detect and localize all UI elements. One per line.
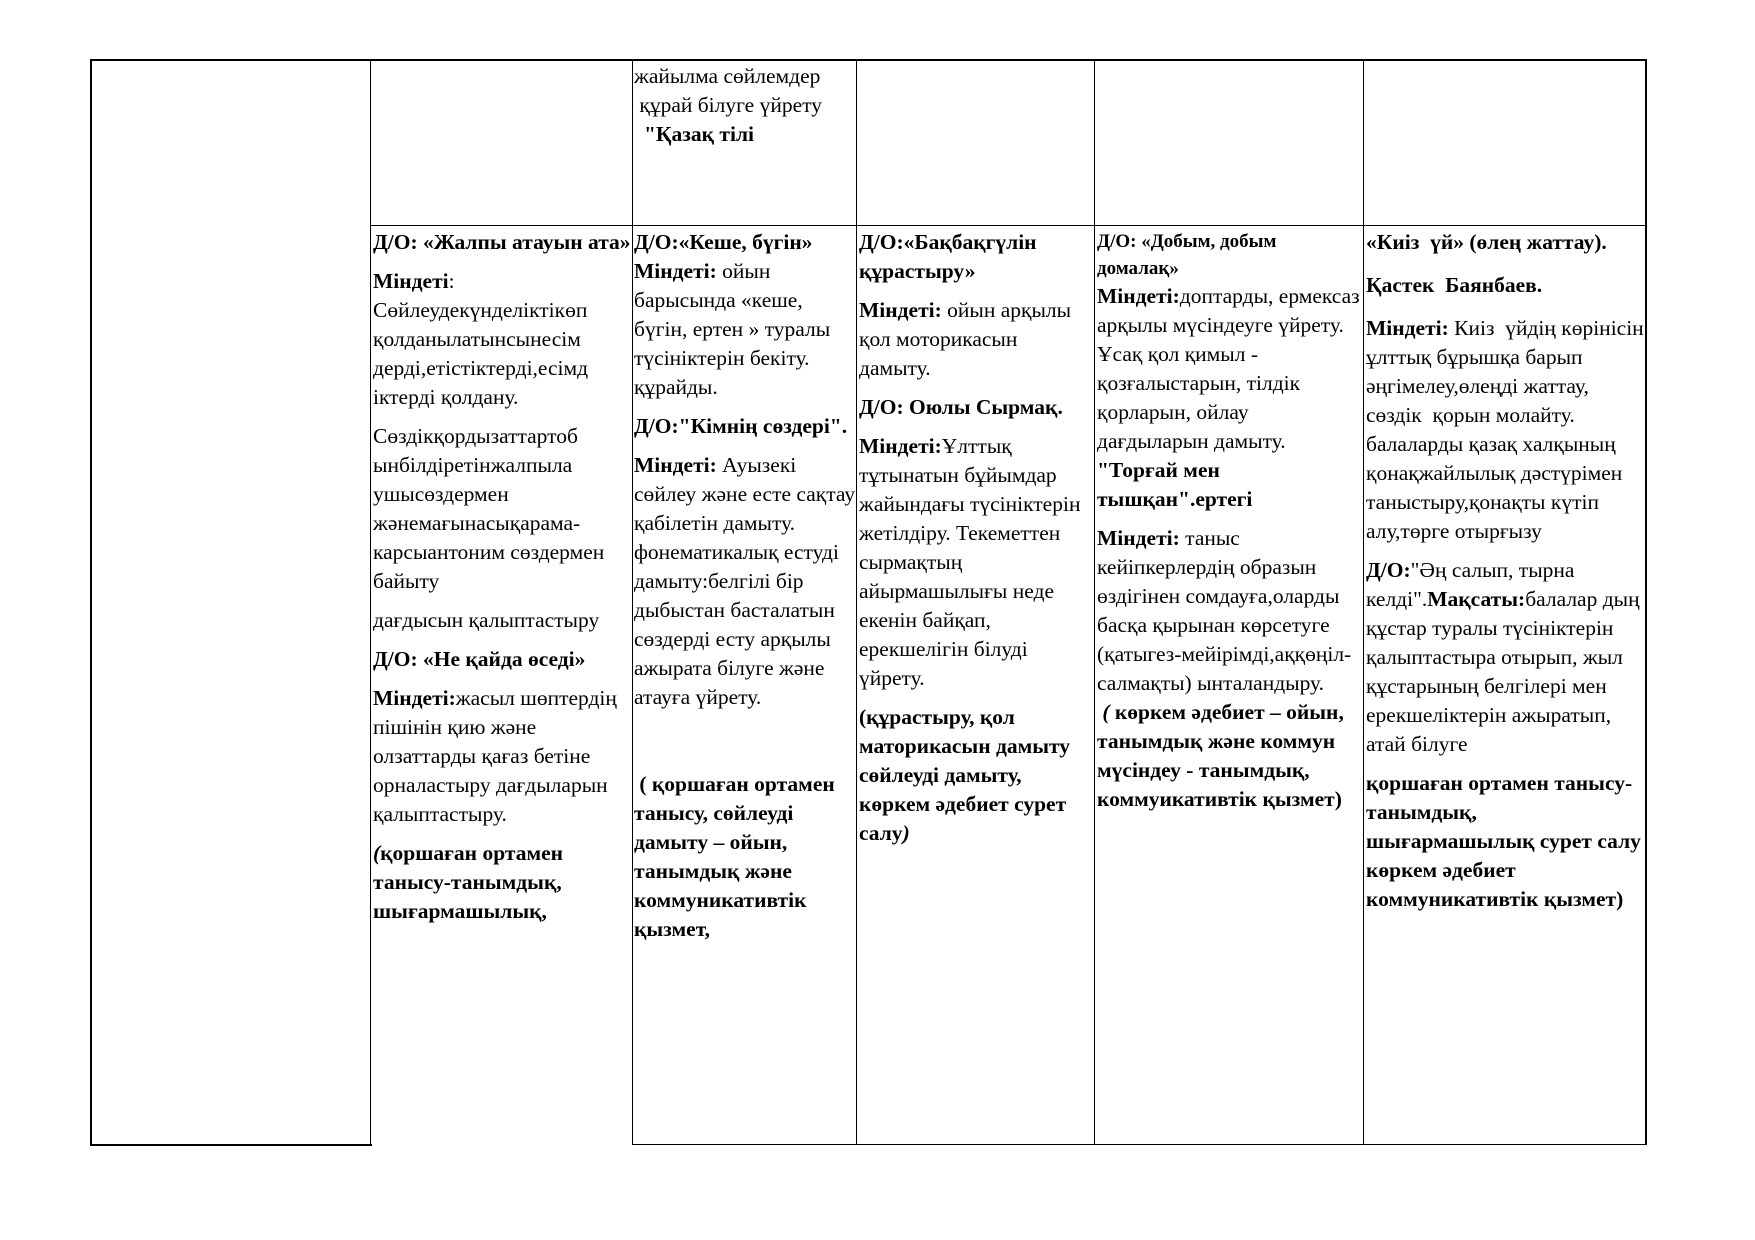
table-border-right [1645, 59, 1647, 1145]
game1-title: Д/О: «Жалпы атауын ата» [373, 230, 631, 254]
task1-label: Міндеті [373, 269, 449, 293]
task1-label: Міндеті: [634, 259, 717, 283]
task2-label: Міндеті: [634, 453, 717, 477]
activities-cell-col3 [859, 228, 1093, 848]
areas-paragraph [373, 839, 631, 926]
areas-paragraph [1097, 698, 1362, 814]
top-row-cell-col2 [634, 62, 856, 149]
task2-label: Міндеті: [1097, 526, 1180, 550]
areas-paren: ( [373, 841, 381, 865]
task1-paragraph [634, 257, 856, 373]
task1-paragraph [1097, 282, 1362, 456]
areas-open: ( [1097, 700, 1115, 724]
column-divider-2 [632, 59, 633, 1145]
game2-name: "Әң салып, тырна келді". [1366, 558, 1575, 611]
task2-paragraph [634, 451, 856, 712]
poem-title: «Киіз үй» (өлең жаттау). [1366, 230, 1607, 254]
task1-text: Киіз үйдің көрінісін ұлттық бұрышқа барып әңгімелеу,өлеңді жаттау, сөздік қорын молайту. балаларды қазақ халқының қонақжайлылық дәстүрімен таныстыру,қонақты күтіп алу,төрге отырғызу [1366, 316, 1650, 543]
top-row-line-3: "Қазақ тілі [644, 122, 754, 146]
areas-close: ) [902, 821, 910, 845]
task1-text: Сөйлеудекүнделіктікөп қолданылатынсынесім дерді,етістіктерді,есімд іктерді қолдану. [373, 298, 589, 409]
areas-paragraph: қоршаған ортамен танысу-танымдық, шығармашылық сурет салу көркем әдебиет коммуникативтік қызмет) [1366, 771, 1641, 911]
task1-text: доптарды, ермексаз арқылы мүсіндеуге үйрету. Ұсақ қол қимыл - қозғалыстарын, тілдік қорларын, ойлау дағдыларын дамыту. [1097, 284, 1360, 453]
tale-title: "Торғай мен тышқан".ертегі [1097, 458, 1253, 511]
table-border-top [90, 59, 1645, 61]
areas-text: көркем әдебиет – ойын, танымдық және коммун мүсіндеу - танымдық, коммуикативтік қызмет) [1097, 700, 1344, 811]
areas-text: қоршаған ортамен танысу-танымдық, шығармашылық, [373, 841, 564, 923]
task2-paragraph [373, 684, 631, 829]
extra-line: құрайды. [634, 375, 718, 399]
top-row-line-1: жайылма сөйлемдер [634, 64, 821, 88]
areas-text: (құрастыру, қол маторикасын дамыту сөйлеуді дамыту, көркем әдебиет сурет салу [859, 705, 1071, 845]
para2: Сөздікқордызаттартоб ынбілдіретінжалпыла ушысөздермен жәнемағынасықарама-карсыантоним сөздермен байыту [373, 424, 605, 593]
game1-title: Д/О: «Добым, добым домалақ» [1097, 231, 1277, 279]
para3: дағдысын қалыптастыру [373, 608, 600, 632]
column-divider-3 [856, 59, 857, 1145]
task2-text: жасыл шөптердің пішінін қию және олзаттарды қағаз бетіне орналастыру дағдыларын қалыптастыру. [373, 686, 617, 826]
task1-paragraph [1366, 314, 1650, 546]
activities-cell-col1 [373, 228, 631, 926]
task1-label: Міндеті: [1366, 316, 1449, 340]
table-border-left [90, 59, 92, 1146]
column-divider-5 [1363, 59, 1364, 1145]
task1-colon: : [448, 269, 455, 293]
areas-paragraph [859, 703, 1093, 848]
game2-title: Д/О:"Кімнің сөздері". [634, 414, 848, 438]
task2-paragraph [859, 432, 1093, 693]
task1-paragraph [859, 296, 1093, 383]
game2-paragraph [1366, 556, 1644, 759]
task2-text: таныс кейіпкерлердің образын өздігінен сомдауға,оларды басқа қырынан көрсетуге (қатыгез-мейірімді,аққөңіл-салмақты) ынталандыру. [1097, 526, 1352, 695]
game2-title: Д/О: [1366, 558, 1411, 582]
task2-label: Міндеті: [373, 686, 456, 710]
activities-cell-col2 [634, 228, 856, 944]
game1-title: Д/О:«Кеше, бүгін» [634, 230, 813, 254]
areas-paragraph: ( қоршаған ортамен танысу, сөйлеуді дамыту – ойын, танымдық және коммуникативтік қызмет, [634, 772, 841, 941]
task1-paragraph [373, 267, 631, 412]
task2-label: Міндеті: [859, 434, 942, 458]
goal-text: балалар дың құстар туралы түсініктерін қалыптастыра отырып, жыл құстарының белгілері мен ерекшеліктерін ажыратып, атай білуге [1366, 587, 1640, 756]
game1-title: Д/О:«Бақбақгүлін құрастыру» [859, 230, 1037, 283]
task1-text: ойын арқылы қол моторикасын дамыту. [859, 298, 1072, 380]
poem-author: Қастек Баянбаев. [1366, 273, 1543, 297]
goal-label: Мақсаты: [1427, 587, 1526, 611]
table-border-bottom-right [632, 1144, 1645, 1145]
activities-cell-col5 [1366, 228, 1650, 914]
game2-title: Д/О: Оюлы Сырмақ. [859, 395, 1063, 419]
task2-paragraph [1097, 524, 1362, 698]
task2-text: Ұлттық тұтынатын бұйымдар жайындағы түсініктерін жетілдіру. Текеметтен сырмақтың айырмашылығы неде екенін байқап, ерекшелігін білуді үйрету. [859, 434, 1081, 690]
column-divider-1 [370, 59, 371, 1146]
task1-text: ойын барысында «кеше, бүгін, ертен » туралы түсініктерін бекіту. [634, 259, 831, 370]
top-row-line-2: құрай білуге үйрету [634, 93, 822, 117]
row-divider [370, 225, 1645, 226]
table-border-bottom-left [90, 1144, 372, 1146]
task1-label: Міндеті: [859, 298, 942, 322]
game2-title: Д/О: «Не қайда өседі» [373, 647, 586, 671]
activities-cell-col4 [1097, 228, 1362, 814]
task1-label: Міндеті: [1097, 284, 1180, 308]
task2-text: Ауызекі сөйлеу және есте сақтау қабілетін дамыту. фонематикалық естуді дамыту:белгілі бір дыбыстан басталатын сөздерді есту арқылы ажырата білуге және атауға үйрету. [634, 453, 856, 709]
column-divider-4 [1094, 59, 1095, 1145]
